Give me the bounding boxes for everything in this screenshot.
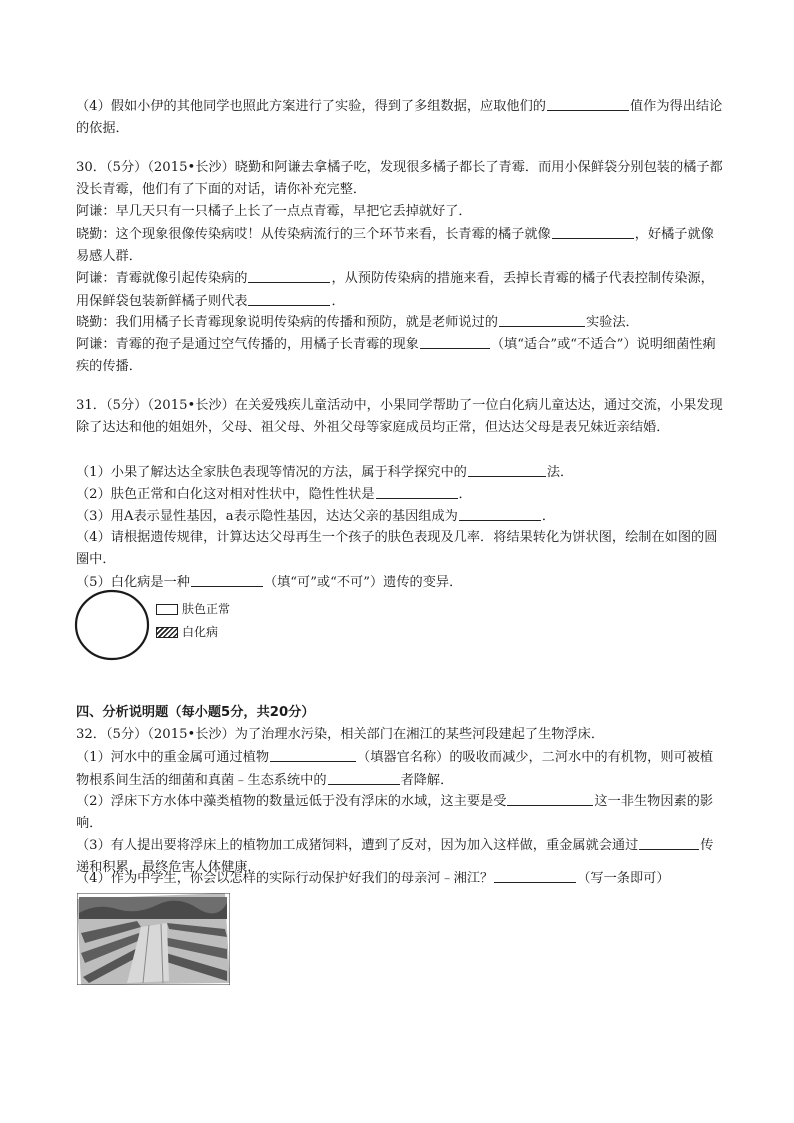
q30-line2-text-a: 晓勤：这个现象很像传染病哎！从传染病流行的三个环节来看，长青霉的橘子就像 [76,227,551,242]
q32-item4 [76,867,724,890]
answer-blank[interactable] [248,290,330,306]
answer-blank[interactable] [191,571,263,587]
q31-item4: （4）请根据遗传规律，计算达达父母再生一个孩子的肤色表现及几率．将结果转化为饼状图，绘制在如图的圆圈中． [76,530,718,567]
answer-blank[interactable] [270,746,356,762]
legend-swatch-albino [156,627,178,638]
q32-item3-text-a: （3）有人提出要将浮床上的植物加工成猪饲料，遭到了反对，因为加入这样做，重金属就会通过 [76,838,639,853]
q30-line3-text-c: ． [331,294,345,309]
q30-line3 [76,267,724,313]
q29-item4-text-b: 值作为得出结论的依据． [76,99,723,136]
answer-blank[interactable] [507,790,593,806]
q30-line2 [76,223,724,268]
answer-blank[interactable] [639,834,699,850]
q30-line4 [76,311,724,334]
q32-item2-text-b: 这一非生物因素的影响． [76,794,714,831]
q31-item2 [76,483,724,506]
q32-item4-text-b: （写一条即可） [577,871,670,886]
floating-bed-photo [77,893,230,985]
q32-item4-text-a: （4）作为中学生，你会以怎样的实际行动保护好我们的母亲河﹣湘江？ [76,871,494,886]
q32-intro: 32．（5分）（2015•长沙）为了治理水污染，相关部门在湘江的某些河段建起了生物浮床． [76,727,605,742]
legend-albino [156,621,218,643]
answer-blank[interactable] [459,505,541,521]
q30-line1: 阿谦：早几天只有一只橘子上长了一点点青霉，早把它丢掉就好了． [76,204,472,219]
q31-item1-text-a: （1）小果了解达达全家肤色表现等情况的方法，属于科学探究中的 [76,465,467,480]
q30-line3-text-a: 阿谦：青霉就像引起传染病的 [76,271,248,286]
q32-item1-text-b: （填器官名称）的吸收而减少，二河水中的有机物，则可被植物根系间生活的细菌和真菌﹣生态系统中的 [76,750,714,788]
answer-blank[interactable] [248,267,330,283]
q30-line4-text-a: 晓勤：我们用橘子长青霉现象说明传染病的传播和预防，就是老师说过的 [76,315,498,330]
q30-line3-text-b: ，从预防传染病的措施来看，丢掉长青霉的橘子代表控制传染源，用保鲜袋包装新鲜橘子则代表 [76,271,714,309]
legend-normal [156,598,230,620]
q32-item1-text-c: 者降解． [400,773,454,788]
q31-item1-text-b: 法． [546,465,574,480]
q30-line5-text-b: （填“适合”或“不适合”）说明细菌性痢疾的传播． [76,337,716,374]
section4-heading: 四、分析说明题（每小题5分，共20分） [76,705,315,720]
q31-item3-text-a: （3）用A表示显性基因，a表示隐性基因，达达父亲的基因组成为 [76,509,458,524]
answer-blank[interactable] [376,483,458,499]
q31-item5 [76,571,724,594]
q30-intro: 30．（5分）（2015•长沙）晓勤和阿谦去拿橘子吃，发现很多橘子都长了青霉．而用小保鲜袋分别包装的橘子都没长青霉，他们有了下面的对话，请你补充完整． [76,160,723,197]
legend-swatch-normal [156,604,178,615]
q30-line2-text-b: ，好橘子就像易感人群． [76,227,714,264]
q31-item2-text-b: ． [458,487,472,502]
q32-item2-text-a: （2）浮床下方水体中藻类植物的数量远低于没有浮床的水域，这主要是受 [76,794,507,809]
q29-item4 [76,95,724,140]
answer-blank[interactable] [499,311,585,327]
q30-line4-text-b: 实验法． [586,315,639,330]
q31-item2-text-a: （2）肤色正常和白化这对相对性状中，隐性性状是 [76,487,375,502]
answer-blank[interactable] [494,867,576,883]
q30-line5-text-a: 阿谦：青霉的孢子是通过空气传播的，用橘子长青霉的现象 [76,337,419,352]
floating-bed-illustration [77,893,230,985]
q30-line5 [76,333,724,378]
q31-item1 [76,461,724,484]
answer-blank[interactable] [328,769,400,785]
q31-item3-text-b: ． [541,509,556,524]
q32-item1-text-a: （1）河水中的重金属可通过植物 [76,750,270,765]
legend-normal-label: 肤色正常 [182,602,231,616]
q31-item5-text-a: （5）白化病是一种 [76,575,190,590]
answer-blank[interactable] [552,223,634,239]
answer-blank[interactable] [468,461,546,477]
q31-item3 [76,505,724,528]
q31-intro: 31．（5分）（2015•长沙）在关爱残疾儿童活动中，小果同学帮助了一位白化病儿童达达，通过交流，小果发现除了达达和他的姐姐外，父母、祖父母、外祖父母等家庭成员均正常，但达达父母是表兄妹近亲结婚． [76,398,723,435]
q31-item5-text-b: （填“可”或“不可”）遗传的变异． [263,575,463,590]
q32-item3-text-b: 传递和积累，最终危害人体健康． [76,838,714,875]
legend-albino-label: 白化病 [182,625,219,639]
q29-item4-text-a: （4）假如小伊的其他同学也照此方案进行了实验，得到了多组数据，应取他们的 [76,99,546,114]
pie-chart-circle[interactable] [72,586,152,664]
answer-blank[interactable] [547,95,629,111]
q32-item2 [76,790,724,835]
q32-item1 [76,746,724,792]
answer-blank[interactable] [420,333,490,349]
